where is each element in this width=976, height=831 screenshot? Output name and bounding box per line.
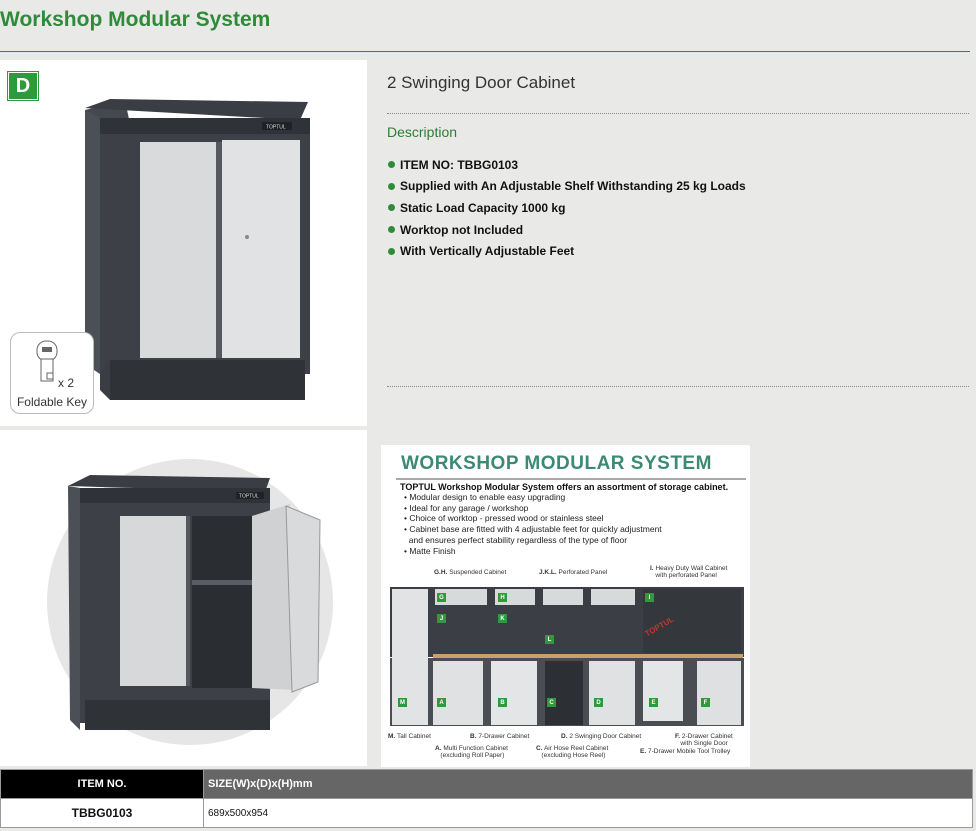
box-g: G — [437, 593, 446, 602]
description-list — [388, 154, 746, 262]
bullet-icon — [388, 226, 395, 233]
label-jkl: J.K.L. Perforated Panel — [539, 569, 608, 576]
key-icon — [11, 333, 93, 393]
bullet-icon — [388, 183, 395, 190]
poster-feature: • Modular design to enable easy upgrading — [404, 492, 566, 502]
product-title: 2 Swinging Door Cabinet — [387, 73, 576, 92]
bullet-icon — [388, 204, 395, 211]
category-badge: D — [8, 72, 38, 100]
description-heading: Description — [387, 124, 458, 140]
label-e: E. 7-Drawer Mobile Tool Trolley — [640, 748, 731, 755]
label-b: B. 7-Drawer Cabinet — [470, 733, 530, 740]
poster-title: WORKSHOP MODULAR SYSTEM — [401, 453, 712, 474]
cabinet-brand-label: TOPTUL — [266, 124, 286, 131]
poster-feature: • Cabinet base are fitted with 4 adjustable feet for quickly adjustment — [404, 524, 662, 535]
column-header-item-no: ITEM NO. — [1, 770, 204, 799]
key-label: Foldable Key — [16, 395, 88, 409]
box-b: B — [498, 698, 507, 707]
box-l: L — [545, 635, 554, 644]
box-h: H — [498, 593, 507, 602]
poster-feature: • Choice of worktop - pressed wood or stainless steel — [404, 513, 604, 524]
cabinet-brand-label-2: TOPTUL — [239, 493, 259, 500]
poster-feature: • Ideal for any garage / workshop — [404, 502, 529, 513]
key-count: x 2 — [58, 376, 75, 390]
table-header-row — [1, 770, 973, 799]
poster-intro: TOPTUL Workshop Modular System offers an assortment of storage cabinet. — [400, 482, 729, 492]
bullet-icon — [388, 161, 395, 168]
bullet-icon — [388, 248, 395, 255]
cell-size: 689x500x954 — [204, 799, 973, 828]
product-image-open — [0, 430, 367, 766]
table-row — [1, 799, 973, 828]
panel-brand: TOPTUL — [643, 614, 676, 639]
label-c: C. Air Hose Reel Cabinet (excluding Hose Reel) — [536, 745, 609, 759]
box-f: F — [701, 698, 710, 707]
box-d: D — [594, 698, 603, 707]
system-overview-poster — [381, 445, 750, 767]
foldable-key-badge — [10, 332, 94, 414]
page-title: Workshop Modular System — [0, 8, 271, 31]
divider — [387, 113, 969, 114]
label-gh: G.H. Suspended Cabinet — [434, 569, 507, 576]
box-j: J — [437, 614, 446, 623]
cabinet-lineup-illustration — [381, 445, 750, 767]
box-k: K — [498, 614, 507, 623]
list-item: With Vertically Adjustable Feet — [388, 240, 746, 262]
label-i: I. Heavy Duty Wall Cabinet with perforated Panel — [650, 565, 728, 579]
poster-feature: and ensures perfect stability regardless of the type of floor — [408, 534, 628, 545]
list-item: Worktop not Included — [388, 219, 746, 241]
list-item: Supplied with An Adjustable Shelf Withstanding 25 kg Loads — [388, 176, 746, 198]
poster-feature: • Matte Finish — [404, 545, 456, 556]
box-m: M — [400, 699, 405, 706]
box-i: I — [645, 593, 654, 602]
label-d: D. 2 Swinging Door Cabinet — [561, 733, 642, 740]
label-m: M. Tall Cabinet — [388, 733, 431, 740]
box-e: E — [649, 698, 658, 707]
divider — [387, 386, 969, 387]
label-f: F. 2-Drawer Cabinet with Single Door — [675, 733, 733, 747]
column-header-size: SIZE(W)x(D)x(H)mm — [204, 770, 973, 799]
product-image — [0, 60, 367, 426]
label-a: A. Multi Function Cabinet (excluding Roll Paper) — [435, 745, 508, 759]
cell-item-no: TBBG0103 — [1, 799, 204, 828]
list-item: ITEM NO: TBBG0103 — [388, 154, 746, 176]
list-item: Static Load Capacity 1000 kg — [388, 197, 746, 219]
box-a: A — [437, 698, 446, 707]
cabinet-open-illustration — [0, 430, 367, 766]
page-header — [0, 0, 970, 52]
spec-table — [0, 769, 973, 828]
box-c: C — [547, 698, 556, 707]
